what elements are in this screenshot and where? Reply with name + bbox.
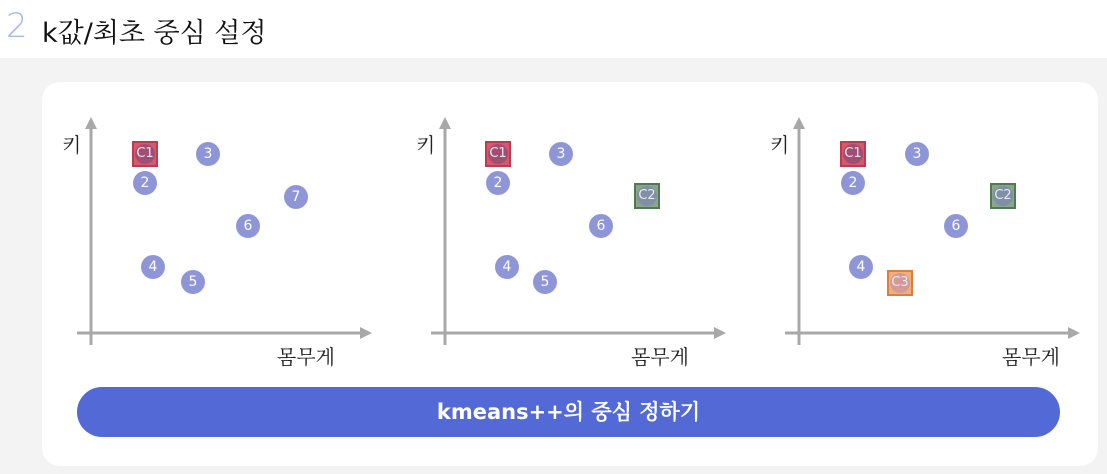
y-axis-label-3: 키: [770, 133, 790, 157]
point-6: 6: [589, 214, 613, 238]
point-4: 4: [495, 255, 519, 279]
point-3: 3: [196, 142, 220, 166]
y-axis-label-1: 키: [62, 133, 82, 157]
panel-1: [62, 115, 372, 375]
point-3: 3: [549, 142, 573, 166]
x-axis-label-3: 몸무게: [1002, 345, 1060, 369]
header: [0, 0, 1107, 58]
kmeans-plus-plus-banner: kmeans++의 중심 정하기: [77, 387, 1060, 437]
axes-2: [426, 115, 726, 375]
centroid-c2: C2: [990, 183, 1016, 209]
point-2: 2: [486, 171, 510, 195]
y-axis-label-2: 키: [416, 133, 436, 157]
x-axis-label-2: 몸무게: [631, 345, 689, 369]
point-6: 6: [944, 214, 968, 238]
point-7: 7: [284, 185, 308, 209]
x-axis-label-1: 몸무게: [277, 345, 335, 369]
axes-1: [72, 115, 372, 375]
centroid-c1: C1: [132, 141, 158, 167]
centroid-c1: C1: [840, 141, 866, 167]
point-3: 3: [905, 142, 929, 166]
point-4: 4: [141, 255, 165, 279]
axes-3: [780, 115, 1080, 375]
panel-3: [770, 115, 1080, 375]
point-6: 6: [236, 214, 260, 238]
point-5: 5: [533, 270, 557, 294]
point-5: 5: [181, 270, 205, 294]
section-title: k값/최초 중심 설정: [42, 18, 267, 49]
panel-2: [416, 115, 726, 375]
centroid-c2: C2: [634, 183, 660, 209]
point-2: 2: [841, 171, 865, 195]
centroid-c1: C1: [485, 141, 511, 167]
section-number: 2: [6, 6, 28, 46]
point-2: 2: [133, 171, 157, 195]
centroid-c3: C3: [887, 270, 913, 296]
point-4: 4: [849, 255, 873, 279]
